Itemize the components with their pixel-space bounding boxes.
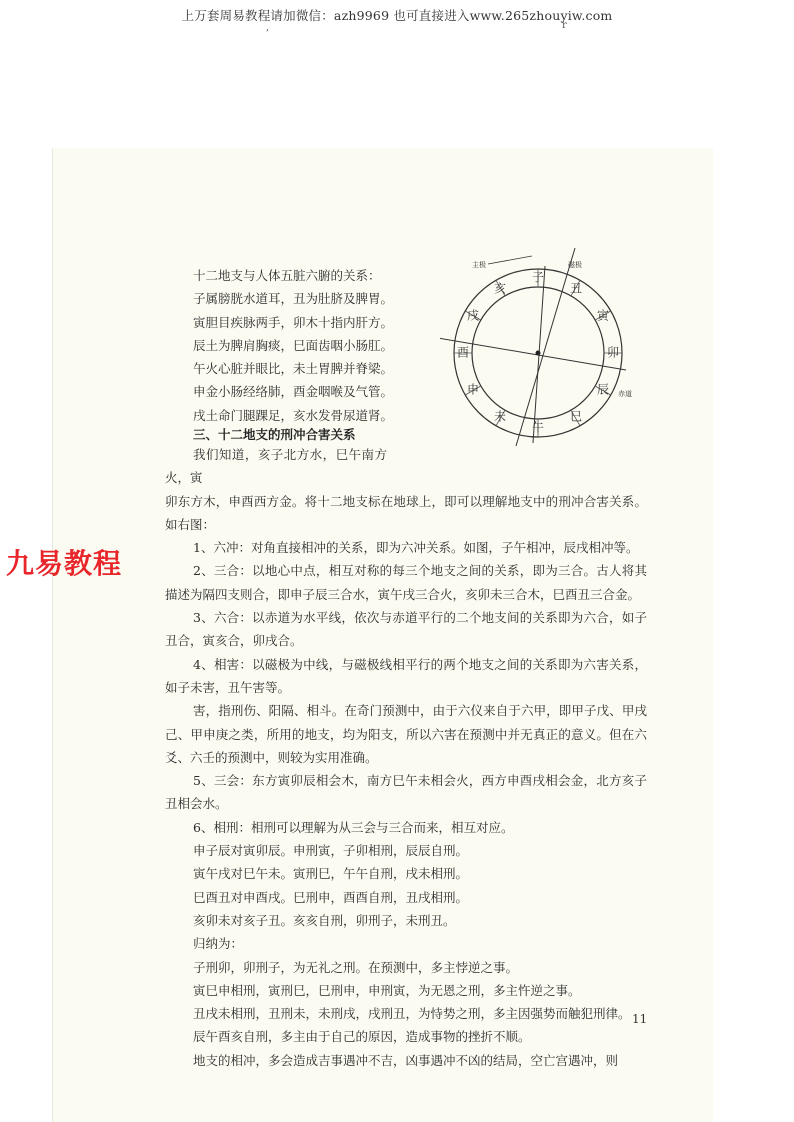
paragraph: 5、三会：东方寅卯辰相会木，南方巳午未相会火，西方申酉戌相会金，北方亥子丑相会水。: [165, 773, 647, 812]
verse-line: 寅胆目疾脉两手，卯木十指内肝方。: [193, 314, 394, 330]
paragraph: 4、相害：以磁极为中线，与磁极线相平行的两个地支之间的关系即为六害关系，如子未害，丑午害等。: [165, 656, 647, 695]
verse-line: 辰土为脾肩胸痰，巳面齿咽小肠肛。: [193, 337, 394, 353]
branch-label: 子: [531, 270, 545, 285]
body-text: [165, 443, 647, 1072]
branch-label: 巳: [569, 409, 583, 424]
magnetic-axis: [516, 248, 575, 446]
branch-label: 未: [493, 409, 507, 424]
paragraph: 归纳为：: [193, 936, 244, 952]
magnetic-label: 磁极: [568, 261, 582, 269]
verse-line: 子属膀胱水道耳，丑为肚脐及脾胃。: [193, 291, 394, 307]
verse-title: 十二地支与人体五脏六腑的关系：: [193, 268, 381, 283]
earth-center: [536, 351, 541, 356]
paragraph: 巳酉丑对申酉戌。巳刑申，酉酉自刑，丑戌相刑。: [193, 889, 469, 905]
paragraph: 我们知道，亥子北方水，巳午南方火，寅: [165, 447, 387, 486]
branch-label: 辰: [596, 382, 610, 397]
paragraph: 卯东方木，申酉西方金。将十二地支标在地球上，即可以理解地支中的刑冲合害关系。如右图：: [165, 493, 647, 532]
polar-label: 主极: [472, 261, 486, 269]
branch-label: 戌: [466, 308, 480, 323]
pole-pointer: [488, 256, 532, 264]
paragraph: 3、六合：以赤道为水平线，依次与赤道平行的二个地支间的关系即为六合，如子丑合，寅亥合，卯戌合。: [165, 610, 647, 649]
paragraph: 寅午戌对巳午未。寅刑巳，午午自刑，戌未相刑。: [193, 866, 469, 882]
page-number: 11: [632, 1012, 648, 1026]
paragraph: 害，指刑伤、阳隔、相斗。在奇门预测中，由于六仪来自于六甲，即甲子戊、甲戌己、甲申庚之类，所用的地支，均为阳支，所以六害在预测中并无真正的意义。但在六爻、六壬的预测中，则较为实用准确。: [165, 703, 647, 765]
paragraph: 地支的相冲，多会造成吉事遇冲不吉，凶事遇冲不凶的结局，空亡宫遇冲，则: [193, 1052, 619, 1068]
paragraph: 寅巳申相刑，寅刑巳，巳刑申，申刑寅，为无恩之刑，多主忤逆之事。: [193, 982, 581, 998]
paragraph: 辰午酉亥自刑，多主由于自己的原因，造成事物的挫折不顺。: [193, 1029, 531, 1045]
watermark-logo: 九易教程: [6, 547, 123, 580]
section-heading: 三、十二地支的刑冲合害关系: [193, 427, 356, 442]
branch-label: 申: [466, 382, 480, 397]
verse-line: 申金小肠经络肺，酉金咽喉及气管。: [193, 384, 394, 400]
branch-label: 酉: [456, 345, 470, 360]
paragraph: 亥卯未对亥子丑。亥亥自刑，卯刑子，未刑丑。: [193, 912, 456, 928]
earthly-branch-globe-diagram: [440, 248, 640, 448]
verse-line: 午火心脏并眼比，未土胃脾并脊梁。: [193, 361, 394, 377]
branch-label: 寅: [596, 308, 610, 323]
scan-speck: r: [562, 20, 567, 31]
scan-speck: ,: [266, 22, 270, 33]
branch-label: 丑: [569, 281, 583, 296]
paragraph: 子刑卯，卯刑子，为无礼之刑。在预测中，多主悖逆之事。: [193, 959, 519, 975]
page-header: 上万套周易教程请加微信：azh9969 也可直接进入www.265zhouyiw.com: [181, 8, 613, 23]
branch-label: 卯: [606, 345, 620, 360]
paragraph: 1、六冲：对角直接相冲的关系，即为六冲关系。如图，子午相冲，辰戌相冲等。: [193, 540, 639, 556]
paragraph: 丑戌未相刑，丑刑未，未刑戌，戌刑丑，为恃势之刑，多主因强势而触犯刑律。: [193, 1006, 631, 1022]
organ-relation-verse: [193, 264, 433, 427]
branch-label: 亥: [493, 281, 507, 296]
branch-label: 午: [531, 420, 545, 435]
paragraph: 2、三合：以地心中点，相互对称的每三个地支之间的关系，即为三合。古人将其描述为隔四支则合，即申子辰三合水，寅午戌三合火，亥卯未三合木，巳酉丑三合金。: [165, 563, 647, 602]
paragraph: 6、相刑：相刑可以理解为从三会与三合而来，相互对应。: [193, 819, 514, 835]
verse-line: 戌土命门腿踝足，亥水发骨尿道肾。: [193, 407, 394, 423]
paragraph: 申子辰对寅卯辰。申刑寅，子卯相刑，辰辰自刑。: [193, 843, 469, 859]
equator-label: 赤道: [618, 390, 632, 398]
